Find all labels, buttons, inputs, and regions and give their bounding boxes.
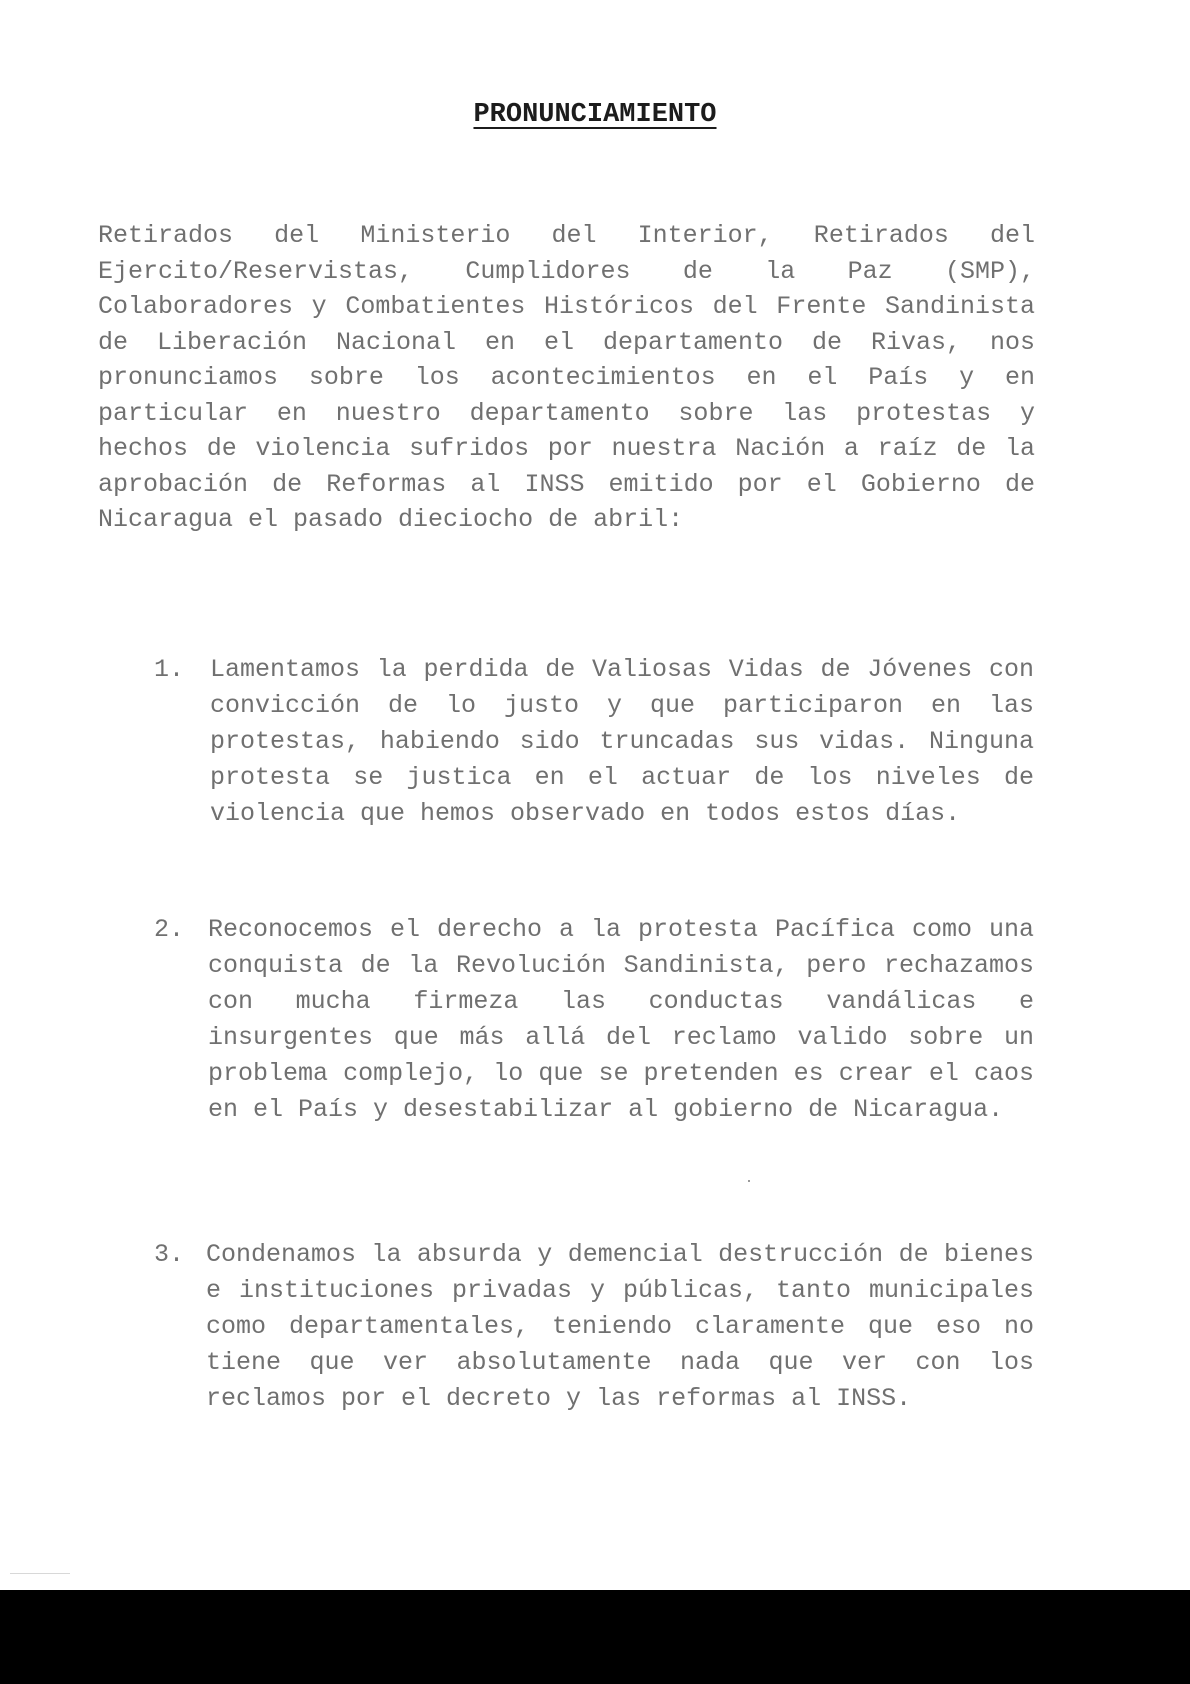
list-item-text: Condenamos la absurda y demencial destrucción de bienes e instituciones privadas y públicas, tanto municipales como departamentales, teniendo claramente que eso no tiene que ver absolutamente nada que ver con los reclamos por el decreto y las reformas al INSS. <box>206 1240 1034 1413</box>
scan-bottom-border <box>0 1590 1190 1684</box>
document-title: PRONUNCIAMIENTO <box>473 100 717 130</box>
list-item-number: 1. <box>154 655 185 684</box>
scan-edge-mark <box>10 1573 70 1574</box>
list-item-text: Reconocemos el derecho a la protesta Pacífica como una conquista de la Revolución Sandinista, pero rechazamos con mucha firmeza las conductas vandálicas e insurgentes que más allá del reclamo valido sobre un problema complejo, lo que se pretenden es crear el caos en el País y desestabilizar al gobierno de Nicaragua. <box>208 915 1034 1124</box>
list-item-number: 2. <box>154 915 185 944</box>
scan-speck <box>748 1180 750 1182</box>
list-item-text: Lamentamos la perdida de Valiosas Vidas de Jóvenes con convicción de lo justo y que participaron en las protestas, habiendo sido truncadas sus vidas. Ninguna protesta se justica en el actuar de los niveles de violencia que hemos observado en todos estos días. <box>210 655 1034 828</box>
document-title-container <box>0 100 1190 130</box>
intro-paragraph: Retirados del Ministerio del Interior, Retirados del Ejercito/Reservistas, Cumplidores de la Paz (SMP), Colaboradores y Combatientes Históricos del Frente Sandinista de Liberación Nacional en el departamento de Rivas, nos pronunciamos sobre los acontecimientos en el País y en particular en nuestro departamento sobre las protestas y hechos de violencia sufridos por nuestra Nación a raíz de la aprobación de Reformas al INSS emitido por el Gobierno de Nicaragua el pasado dieciocho de abril: <box>98 221 1035 534</box>
list-item-number: 3. <box>154 1240 185 1269</box>
